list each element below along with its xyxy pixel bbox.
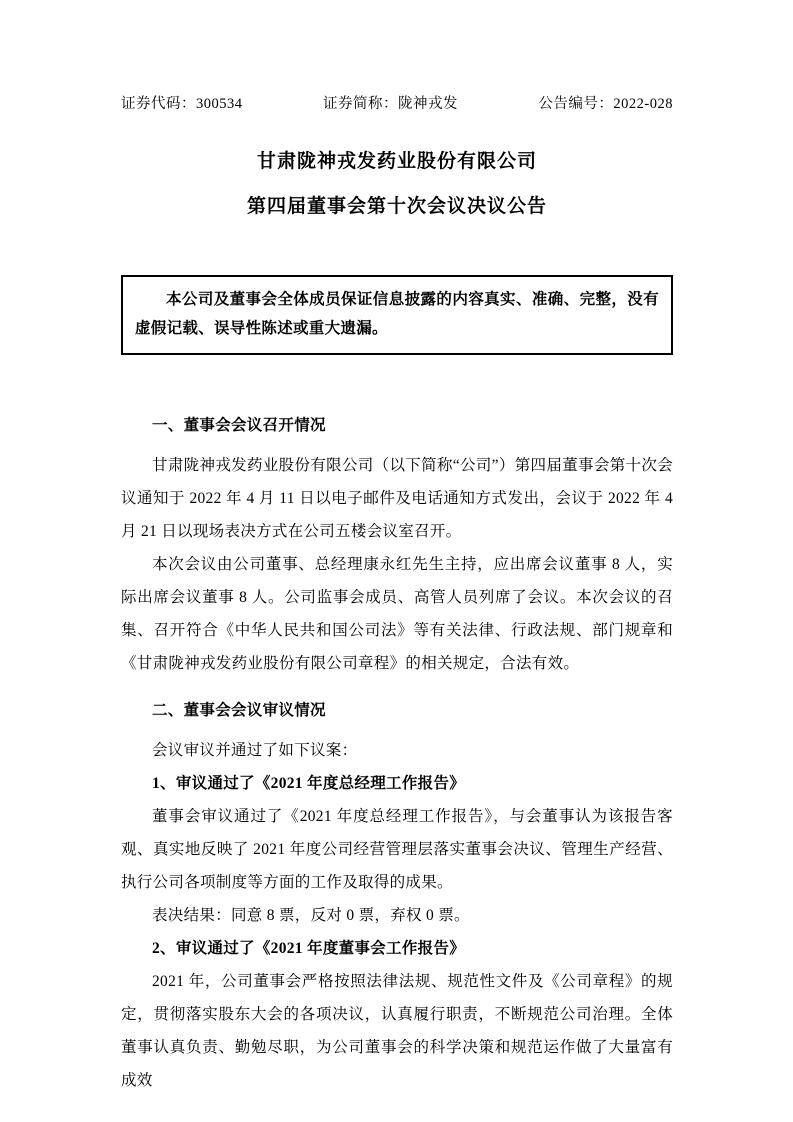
resolution-1-title: 1、审议通过了《2021 年度总经理工作报告》 — [152, 775, 466, 792]
section2-heading: 二、董事会会议审议情况 — [152, 702, 326, 719]
section1-paragraph-2: 本次会议由公司董事、总经理康永红先生主持，应出席会议董事 8 人，实际出席会议董事 8 人。公司监事会成员、高管人员列席了会议。本次会议的召集、召开符合《中华人民共和国公司法》等有关法律、行政法规、部门规章和《甘肃陇神戎发药业股份有限公司章程》的相关规定，合法有效。 — [121, 556, 673, 672]
document-body — [121, 409, 673, 1097]
document-header — [121, 92, 673, 113]
stock-name: 证券简称：陇神戎发 — [322, 96, 458, 112]
resolution-2-body: 2021 年，公司董事会严格按照法律法规、规范性文件及《公司章程》的规定，贯彻落实股东大会的各项决议，认真履行职责，不断规范公司治理。全体董事认真负责、勤勉尽职，为公司董事会的科学决策和规范运作做了大量富有成效 — [121, 973, 673, 1089]
stock-code: 证券代码：300534 — [121, 96, 243, 112]
announcement-number: 公告编号：2022-028 — [538, 96, 673, 112]
resolution-2-title: 2、审议通过了《2021 年度董事会工作报告》 — [152, 940, 466, 957]
title-block — [121, 139, 673, 229]
section1-heading: 一、董事会会议召开情况 — [152, 417, 326, 434]
announcement-title: 第四届董事会第十次会议决议公告 — [246, 196, 547, 217]
company-name-title: 甘肃陇神戎发药业股份有限公司 — [256, 151, 537, 172]
disclosure-notice-text: 本公司及董事会全体成员保证信息披露的内容真实、准确、完整，没有虚假记载、误导性陈述或重大遗漏。 — [135, 291, 659, 337]
resolution-1-body: 董事会审议通过了《2021 年度总经理工作报告》，与会董事认为该报告客观、真实地反映了 2021 年度公司经营管理层落实董事会决议、管理生产经营、执行公司各项制度等方面的工作及取得的成果。 — [121, 808, 673, 891]
resolution-1-vote-result: 表决结果：同意 8 票，反对 0 票，弃权 0 票。 — [152, 907, 470, 924]
section1-paragraph-1: 甘肃陇神戎发药业股份有限公司（以下简称“公司”）第四届董事会第十次会议通知于 2022 年 4 月 11 日以电子邮件及电话通知方式发出，会议于 2022 年 4 月 21 日以现场表决方式在公司五楼会议室召开。 — [121, 457, 673, 540]
section2-intro: 会议审议并通过了如下议案： — [152, 742, 358, 759]
disclosure-notice-box — [121, 275, 673, 355]
